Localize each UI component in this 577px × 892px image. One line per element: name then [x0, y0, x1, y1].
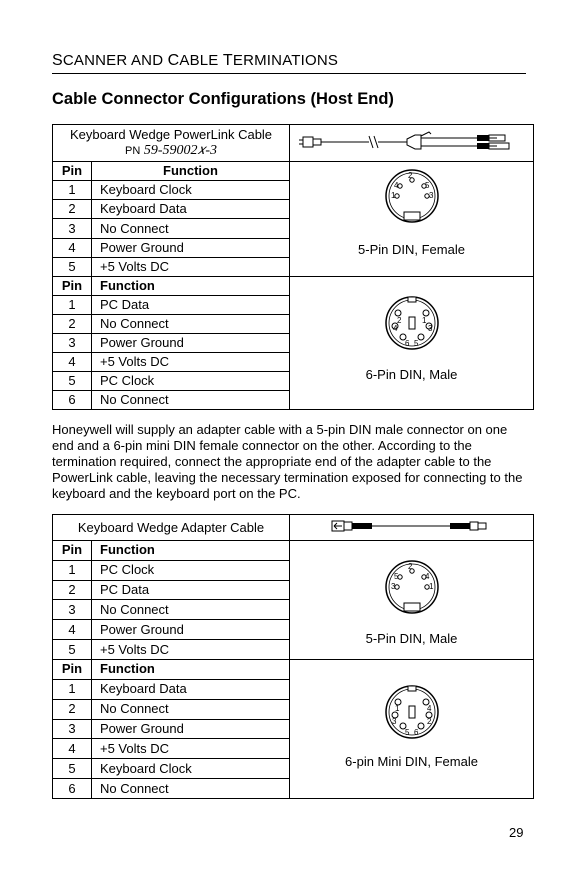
- cable-illustration-cell: [290, 125, 534, 162]
- connector-pin-label: 6: [414, 728, 419, 737]
- connector-pin-label: 2: [408, 171, 413, 180]
- pin-function: Keyboard Clock: [92, 759, 290, 779]
- pin-number: 1: [53, 181, 92, 200]
- pin-function: Power Ground: [92, 620, 290, 640]
- part-number-prefix: PN: [124, 145, 141, 157]
- function-column-header: Function: [92, 541, 290, 561]
- connector-pin-label: 3: [392, 717, 397, 726]
- connector-pin-label: 4: [394, 181, 399, 190]
- connector-label: 5-Pin DIN, Male: [365, 631, 458, 646]
- pin-number: 3: [53, 600, 92, 620]
- pin-column-header: Pin: [53, 660, 92, 680]
- function-column-header: Function: [92, 277, 290, 296]
- pin-number: 6: [53, 391, 92, 410]
- connector-label: 6-Pin DIN, Male: [365, 367, 458, 382]
- connector-label: 5-Pin DIN, Female: [358, 242, 465, 257]
- connector-diagram-cell: [290, 277, 534, 410]
- powerlink-cable-illustration: [297, 126, 527, 156]
- pin-function: PC Data: [92, 296, 290, 315]
- pin-function: Keyboard Clock: [92, 181, 290, 200]
- pin-function: Keyboard Data: [92, 200, 290, 219]
- pin-number: 5: [53, 640, 92, 660]
- connector-pin-label: 2: [427, 717, 432, 726]
- part-number: 59-59002𝑥-3: [143, 143, 218, 158]
- pin-function: Power Ground: [92, 334, 290, 353]
- powerlink-cable-table: [52, 124, 534, 410]
- connector-pin-label: 1: [422, 316, 427, 325]
- pin-function: No Connect: [92, 779, 290, 799]
- section-header-cap: S: [52, 52, 63, 69]
- section-header-cap: T: [222, 52, 233, 69]
- pin-function: Keyboard Data: [92, 679, 290, 699]
- page-number: 29: [509, 825, 524, 840]
- function-column-header: Function: [92, 660, 290, 680]
- pin-column-header: Pin: [53, 162, 92, 181]
- connector-pin-label: 5: [394, 572, 399, 581]
- connector-pin-label: 1: [391, 191, 396, 200]
- pin-number: 5: [53, 372, 92, 391]
- pin-function: PC Clock: [92, 560, 290, 580]
- pin-function: Power Ground: [92, 238, 290, 257]
- pin-number: 2: [53, 200, 92, 219]
- section-header-text: CANNER AND: [62, 52, 168, 69]
- table-title: Keyboard Wedge Adapter Cable: [77, 520, 265, 535]
- section-header: [52, 52, 526, 74]
- connector-pin-label: 4: [427, 704, 432, 713]
- connector-pin-label: 5: [405, 728, 410, 737]
- section-header-text: ABLE: [179, 52, 223, 69]
- pin-number: 1: [53, 679, 92, 699]
- connector-pin-label: 1: [395, 704, 400, 713]
- pin-number: 3: [53, 334, 92, 353]
- connector-pin-label: 3: [391, 582, 396, 591]
- connector-pin-label: 3: [429, 191, 434, 200]
- adapter-cable-table: [52, 514, 534, 799]
- table-title-cell: [53, 125, 290, 162]
- 6-pin-din-male-diagram: [383, 293, 441, 355]
- pin-function: +5 Volts DC: [92, 257, 290, 276]
- pin-number: 4: [53, 620, 92, 640]
- pin-number: 2: [53, 580, 92, 600]
- pin-function: Power Ground: [92, 719, 290, 739]
- pin-number: 4: [53, 353, 92, 372]
- connector-pin-label: 4: [393, 324, 398, 333]
- pin-number: 2: [53, 699, 92, 719]
- pin-function: No Connect: [92, 315, 290, 334]
- 6-pin-mini-din-female-diagram: [383, 682, 441, 744]
- pin-function: +5 Volts DC: [92, 640, 290, 660]
- connector-pin-label: 5: [414, 339, 419, 348]
- page-title: Cable Connector Configurations (Host End): [52, 90, 394, 108]
- connector-pin-label: 2: [397, 316, 402, 325]
- connector-pin-label: 1: [429, 582, 434, 591]
- pin-number: 5: [53, 759, 92, 779]
- connector-diagram-cell: [290, 162, 534, 277]
- connector-diagram-cell: [290, 541, 534, 660]
- pin-function: No Connect: [92, 391, 290, 410]
- pin-function: +5 Volts DC: [92, 353, 290, 372]
- pin-number: 2: [53, 315, 92, 334]
- adapter-cable-illustration: [322, 516, 502, 536]
- pin-column-header: Pin: [53, 541, 92, 561]
- section-header-cap: C: [167, 52, 180, 69]
- pin-number: 4: [53, 739, 92, 759]
- connector-label: 6-pin Mini DIN, Female: [345, 754, 478, 769]
- connector-pin-label: 3: [428, 324, 433, 333]
- pin-number: 3: [53, 719, 92, 739]
- connector-pin-label: 2: [408, 562, 413, 571]
- pin-function: No Connect: [92, 600, 290, 620]
- pin-number: 4: [53, 238, 92, 257]
- connector-pin-label: 6: [405, 339, 410, 348]
- pin-number: 1: [53, 560, 92, 580]
- 5-pin-din-male-diagram: [383, 557, 441, 619]
- pin-number: 6: [53, 779, 92, 799]
- 5-pin-din-female-diagram: [383, 166, 441, 230]
- connector-pin-label: 5: [425, 181, 430, 190]
- pin-column-header: Pin: [53, 277, 92, 296]
- table-title: Keyboard Wedge PowerLink Cable: [69, 127, 273, 142]
- connector-pin-label: 4: [425, 572, 430, 581]
- connector-diagram-cell: [290, 660, 534, 799]
- pin-function: +5 Volts DC: [92, 739, 290, 759]
- body-paragraph: Honeywell will supply an adapter cable with a 5-pin DIN male connector on one end and a 6-pin mini DIN female connector on the other. According to the termination required, connect the appropriate end of the adapter cable to the PowerLink cable, leaving the necessary termination exposed for connecting to the keyboard and the keyboard port on the PC.: [52, 422, 523, 501]
- cable-illustration-cell: [290, 515, 534, 541]
- pin-function: PC Data: [92, 580, 290, 600]
- pin-number: 1: [53, 296, 92, 315]
- pin-function: No Connect: [92, 219, 290, 238]
- pin-function: PC Clock: [92, 372, 290, 391]
- function-column-header: Function: [92, 162, 290, 181]
- pin-number: 5: [53, 257, 92, 276]
- pin-number: 3: [53, 219, 92, 238]
- table-title-cell: [53, 515, 290, 541]
- section-header-text: ERMINATIONS: [232, 52, 339, 69]
- pin-function: No Connect: [92, 699, 290, 719]
